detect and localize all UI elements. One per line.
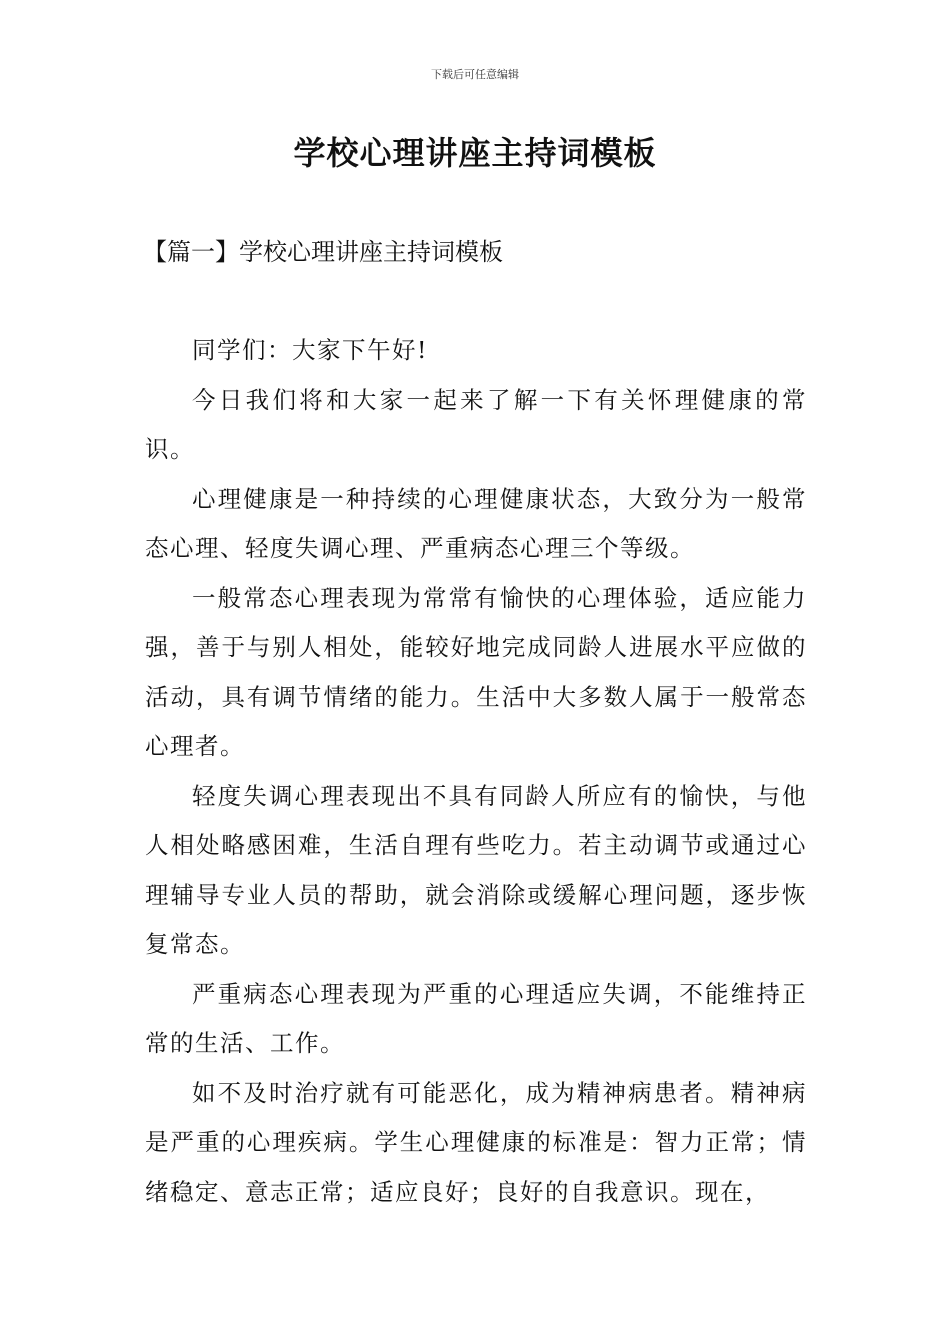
document-title: 学校心理讲座主持词模板 bbox=[293, 134, 657, 172]
header-note: 下载后可任意编辑 bbox=[431, 68, 519, 81]
paragraph: 如不及时治疗就有可能恶化，成为精神病患者。精神病是严重的心理疾病。学生心理健康的标准是：智力正常；情绪稳定、意志正常；适应良好；良好的自我意识。现在， bbox=[145, 1078, 807, 1206]
paragraph: 心理健康是一种持续的心理健康状态，大致分为一般常态心理、轻度失调心理、严重病态心理三个等级。 bbox=[145, 484, 807, 562]
paragraph: 轻度失调心理表现出不具有同龄人所应有的愉快，与他人相处略感困难，生活自理有些吃力。若主动调节或通过心理辅导专业人员的帮助，就会消除或缓解心理问题，逐步恢复常态。 bbox=[145, 781, 807, 958]
paragraph: 今日我们将和大家一起来了解一下有关怀理健康的常识。 bbox=[145, 385, 807, 463]
section-heading: 【篇一】学校心理讲座主持词模板 bbox=[143, 238, 503, 266]
paragraph: 同学们：大家下午好! bbox=[192, 336, 428, 364]
paragraph: 严重病态心理表现为严重的心理适应失调，不能维持正常的生活、工作。 bbox=[145, 979, 807, 1057]
paragraph: 一般常态心理表现为常常有愉快的心理体验，适应能力强，善于与别人相处，能较好地完成同龄人进展水平应做的活动，具有调节情绪的能力。生活中大多数人属于一般常态心理者。 bbox=[145, 583, 807, 760]
document-body bbox=[145, 326, 807, 1217]
